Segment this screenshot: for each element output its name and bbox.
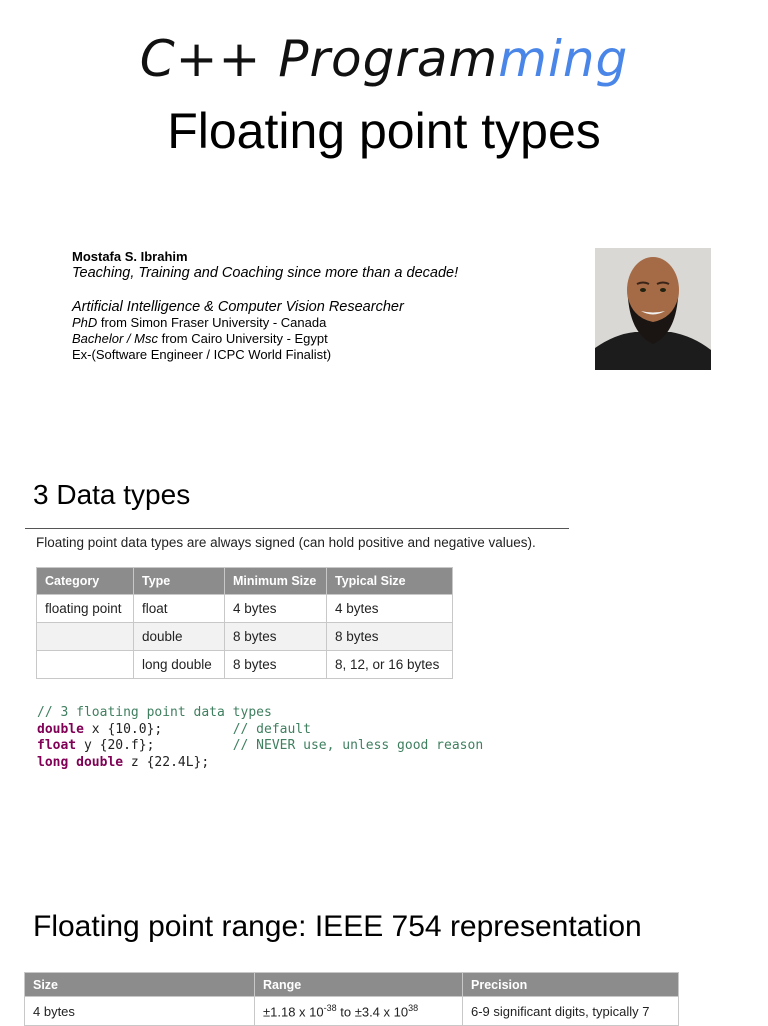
table-cell: 4 bytes bbox=[25, 997, 255, 1026]
range-part: to ±3.4 x 10 bbox=[336, 1004, 409, 1020]
code-text: z {22.4L}; bbox=[123, 754, 210, 770]
author-bsc bbox=[72, 331, 458, 347]
table-header-row bbox=[25, 973, 679, 997]
signed-note: Floating point data types are always signed (can hold positive and negative values). bbox=[36, 535, 536, 550]
course-title-accent: ming bbox=[498, 30, 629, 88]
table-cell-range bbox=[255, 997, 463, 1026]
section-heading-data-types: 3 Data types bbox=[33, 479, 191, 510]
author-photo bbox=[595, 248, 711, 370]
table-header-row bbox=[37, 568, 453, 595]
code-keyword: double bbox=[76, 754, 124, 770]
column-header: Typical Size bbox=[327, 568, 453, 595]
column-header: Category bbox=[37, 568, 134, 595]
author-role: Artificial Intelligence & Computer Vision Researcher bbox=[72, 299, 404, 315]
code-sample bbox=[37, 705, 483, 771]
table-cell: double bbox=[134, 623, 225, 651]
column-header: Range bbox=[255, 973, 463, 997]
range-exponent: -38 bbox=[323, 1002, 337, 1013]
table-cell: 8, 12, or 16 bytes bbox=[327, 651, 453, 679]
column-header: Type bbox=[134, 568, 225, 595]
table-cell: long double bbox=[134, 651, 225, 679]
data-types-panel bbox=[25, 528, 569, 691]
table-cell: 4 bytes bbox=[225, 595, 327, 623]
table-cell: 8 bytes bbox=[225, 651, 327, 679]
course-title-main: C++ Program bbox=[139, 30, 499, 88]
code-comment: // 3 floating point data types bbox=[37, 705, 272, 720]
code-keyword: double bbox=[37, 721, 84, 737]
table-cell bbox=[37, 623, 134, 651]
code-keyword: long bbox=[37, 754, 69, 770]
table-cell: 8 bytes bbox=[225, 623, 327, 651]
table-cell: 4 bytes bbox=[327, 595, 453, 623]
section-heading-range: Floating point range: IEEE 754 representation bbox=[33, 910, 642, 943]
table-cell: 6-9 significant digits, typically 7 bbox=[463, 997, 679, 1026]
range-exponent: 38 bbox=[408, 1002, 419, 1013]
column-header: Precision bbox=[463, 973, 679, 997]
table-row bbox=[37, 623, 453, 651]
table-cell: 8 bytes bbox=[327, 623, 453, 651]
code-text: x {10.0}; bbox=[83, 721, 233, 737]
author-bsc-school: from Cairo University - Egypt bbox=[157, 331, 328, 346]
author-tagline: Teaching, Training and Coaching since more than a decade! bbox=[72, 265, 459, 281]
data-types-table bbox=[36, 567, 453, 679]
table-row bbox=[25, 997, 679, 1026]
table-cell: floating point bbox=[37, 595, 134, 623]
author-phd-school: from Simon Fraser University - Canada bbox=[97, 315, 327, 330]
range-table bbox=[24, 972, 679, 1026]
author-bsc-degree: Bachelor / Msc bbox=[72, 331, 158, 346]
range-part: ±1.18 x 10 bbox=[263, 1004, 324, 1020]
table-row bbox=[37, 595, 453, 623]
table-cell: float bbox=[134, 595, 225, 623]
author-info bbox=[72, 249, 458, 363]
column-header: Size bbox=[25, 973, 255, 997]
code-text: y {20.f}; bbox=[76, 738, 233, 753]
course-title bbox=[0, 30, 768, 88]
table-row bbox=[37, 651, 453, 679]
code-comment: // default bbox=[232, 721, 311, 737]
table-cell bbox=[37, 651, 134, 679]
slide-title: Floating point types bbox=[167, 103, 601, 159]
code-keyword: float bbox=[37, 738, 77, 753]
column-header: Minimum Size bbox=[225, 568, 327, 595]
author-ex: Ex-(Software Engineer / ICPC World Finalist) bbox=[72, 347, 332, 362]
code-comment: // NEVER use, unless good reason bbox=[232, 738, 484, 753]
author-phd-degree: PhD bbox=[72, 315, 98, 330]
author-phd bbox=[72, 315, 458, 331]
author-name: Mostafa S. Ibrahim bbox=[72, 249, 188, 264]
